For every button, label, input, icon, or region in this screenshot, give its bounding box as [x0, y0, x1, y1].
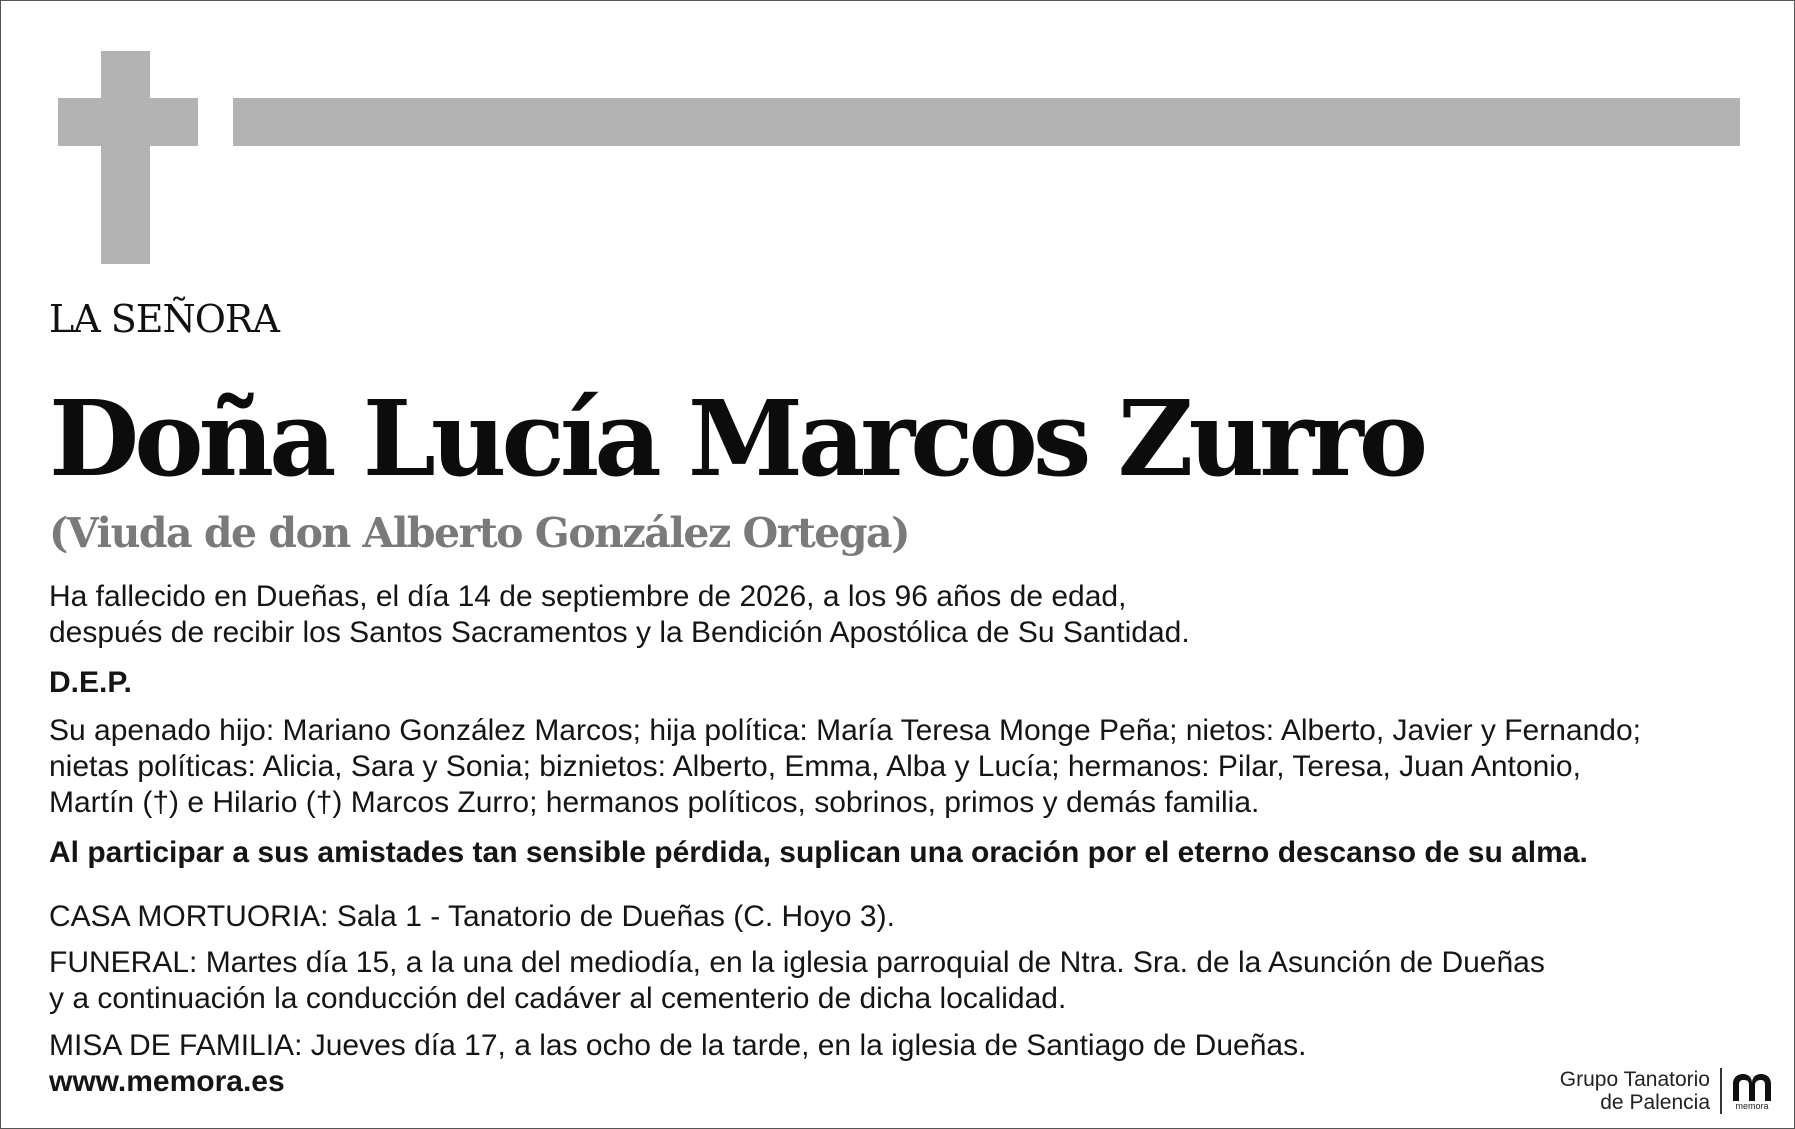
casa-mortuoria: CASA MORTUORIA: Sala 1 - Tanatorio de Dueñas (C. Hoyo 3). — [49, 900, 895, 933]
logo-line: de Palencia — [1600, 1091, 1710, 1114]
header-bar — [233, 98, 1740, 146]
cross-icon — [101, 51, 150, 264]
memora-mark-icon — [1730, 1071, 1774, 1103]
logo-divider — [1720, 1068, 1722, 1114]
prayer-request: Al participar a sus amistades tan sensible pérdida, suplican una oración por el eterno descanso de su alma. — [49, 836, 1588, 869]
funeral-home-logo — [1560, 1068, 1774, 1114]
death-announcement — [49, 579, 1190, 651]
funeral-line: FUNERAL: Martes día 15, a la una del mediodía, en la iglesia parroquial de Ntra. Sra. de la Asunción de Dueñas — [49, 946, 1545, 979]
death-line: Ha fallecido en Dueñas, el día 14 de septiembre de 2026, a los 96 años de edad, — [49, 580, 1127, 613]
funeral-info — [49, 945, 1545, 1017]
website-link[interactable]: www.memora.es — [49, 1065, 285, 1098]
widow-note: (Viuda de don Alberto González Ortega) — [49, 509, 910, 557]
deceased-name: Doña Lucía Marcos Zurro — [49, 377, 1424, 500]
dep-label: D.E.P. — [49, 666, 132, 699]
family-mass: MISA DE FAMILIA: Jueves día 17, a las ocho de la tarde, en la iglesia de Santiago de Dueñas. — [49, 1029, 1307, 1062]
family-list — [49, 713, 1641, 821]
logo-text — [1560, 1068, 1720, 1114]
family-line: Su apenado hijo: Mariano González Marcos; hija política: María Teresa Monge Peña; nietos: Alberto, Javier y Fernando; — [49, 714, 1641, 747]
memora-logo-icon — [1730, 1071, 1774, 1111]
logo-brand: memora — [1735, 1101, 1769, 1111]
death-line: después de recibir los Santos Sacramentos y la Bendición Apostólica de Su Santidad. — [49, 616, 1190, 649]
honorific-label: LA SEÑORA — [49, 297, 279, 341]
funeral-line: y a continuación la conducción del cadáver al cementerio de dicha localidad. — [49, 982, 1067, 1015]
cross-icon-arm — [58, 98, 198, 146]
family-line: nietas políticas: Alicia, Sara y Sonia; biznietos: Alberto, Emma, Alba y Lucía; hermanos: Pilar, Teresa, Juan Antonio, — [49, 750, 1581, 783]
family-line: Martín (†) e Hilario (†) Marcos Zurro; hermanos políticos, sobrinos, primos y demás familia. — [49, 786, 1260, 819]
logo-line: Grupo Tanatorio — [1559, 1068, 1710, 1091]
